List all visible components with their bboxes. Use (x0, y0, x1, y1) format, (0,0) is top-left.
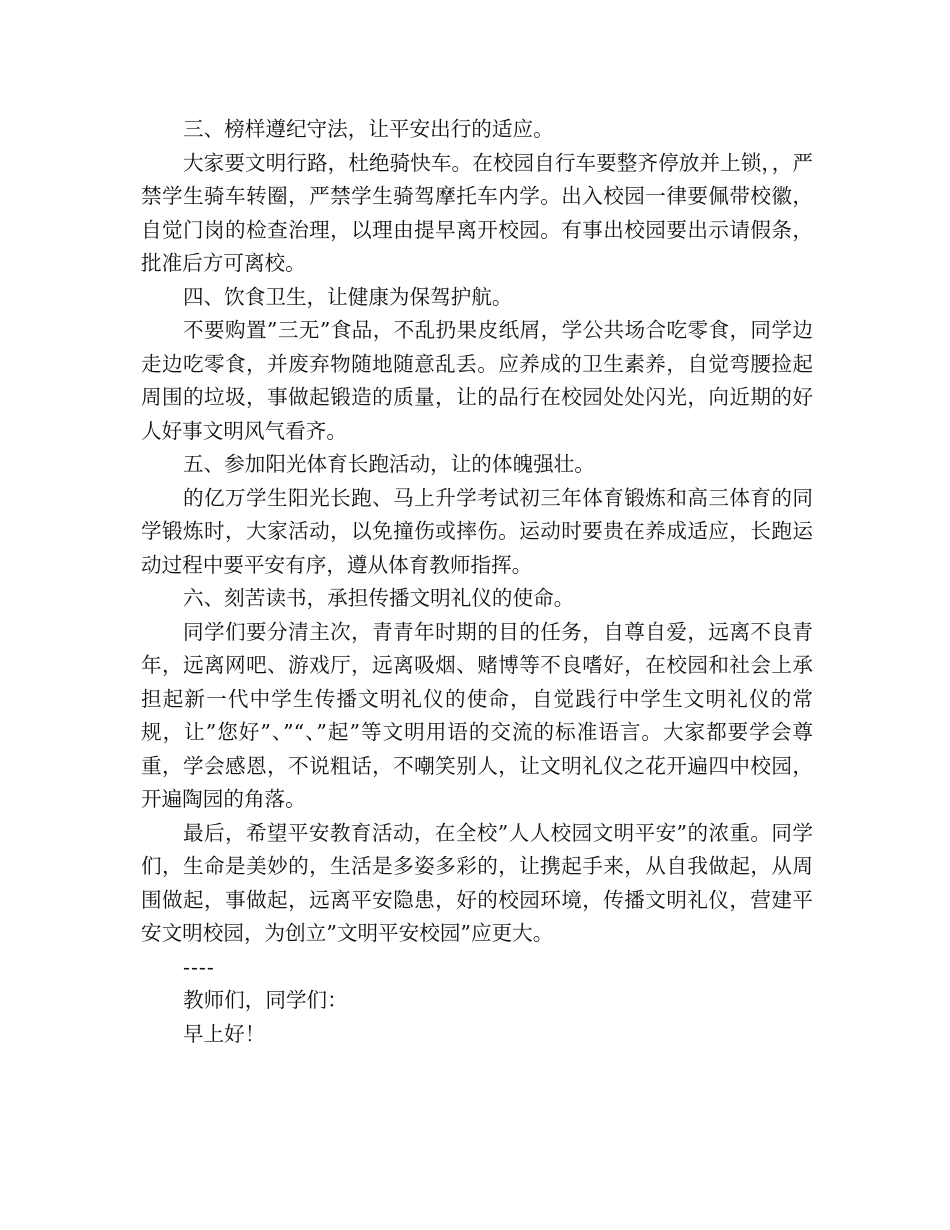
paragraph-etiquette: 同学们要分清主次，青青年时期的目的任务，自尊自爱，远离不良青年，远离网吧、游戏厅，远离吸烟、赌博等不良嗜好，在校园和社会上承担起新一代中学生传播文明礼仪的使命，自觉践行中学生文明礼仪的常规，让”您好”、”“、”起”等文明用语的交流的标准语言。大家都要学会尊重，学会感恩，不说粗话，不嘲笑别人，让文明礼仪之花开遍四中校园，开遍陶园的角落。 (141, 619, 813, 811)
paragraph-running: 的亿万学生阳光长跑、马上升学考试初三年体育锻炼和高三体育的同学锻炼时，大家活动，以免撞伤或摔伤。运动时要贵在养成适应，长跑运动过程中要平安有序，遵从体育教师指挥。 (141, 485, 813, 577)
paragraph-food-hygiene: 不要购置”三无”食品，不乱扔果皮纸屑，学公共场合吃零食，同学边走边吃零食，并废弃物随地随意乱丢。应养成的卫生素养，自觉弯腰捡起周围的垃圾，事做起锻造的质量，让的品行在校园处处闪光，向近期的好人好事文明风气看齐。 (141, 318, 813, 443)
paragraph-closing: 最后，希望平安教育活动，在全校”人人校园文明平安”的浓重。同学们，生命是美妙的，生活是多姿多彩的，让携起手来，从自我做起，从周围做起，事做起，远离平安隐患，好的校园环境，传播文明礼仪，营建平安文明校园，为创立”文明平安校园”应更大。 (141, 820, 813, 945)
heading-6: 六、刻苦读书，承担传播文明礼仪的使命。 (183, 586, 575, 610)
section-divider: ---- (183, 954, 215, 979)
greeting-line: 教师们，同学们： (183, 988, 348, 1012)
heading-5: 五、参加阳光体育长跑活动，让的体魄强壮。 (183, 452, 595, 476)
document-page (141, 113, 813, 1051)
good-morning-line: 早上好！ (183, 1021, 266, 1046)
heading-4: 四、饮食卫生，让健康为保驾护航。 (183, 284, 513, 309)
heading-3: 三、榜样遵纪守法，让平安出行的适应。 (183, 117, 554, 141)
paragraph-cycling: 大家要文明行路，杜绝骑快车。在校园自行车要整齐停放并上锁，，严禁学生骑车转圈，严禁学生骑驾摩托车内学。出入校园一律要佩带校徽，自觉门岗的检查治理，以理由提早离开校园。有事出校园要出示请假条，批准后方可离校。 (141, 150, 813, 275)
